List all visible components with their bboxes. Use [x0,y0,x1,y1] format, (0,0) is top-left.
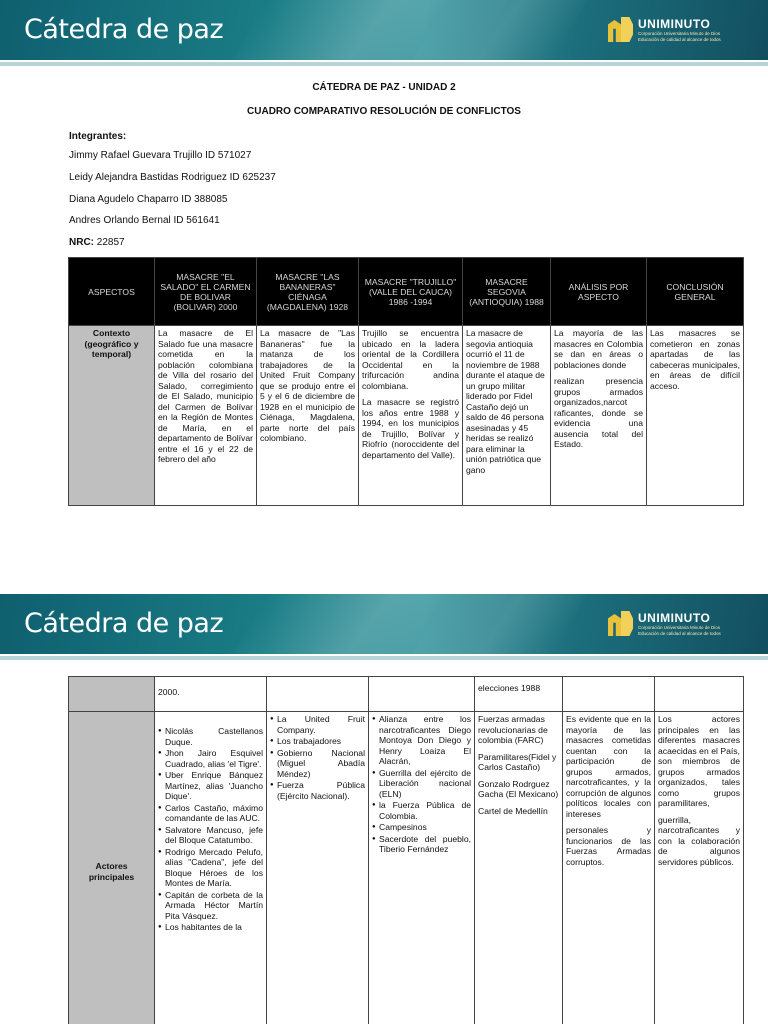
nrc-label: NRC: [69,237,94,248]
document-header [0,82,768,117]
paragraph: Fuerzas armadas revolucionarias de colombia (FARC) [478,714,548,745]
nrc-value: 22857 [96,237,125,248]
cell-actores-segovia [475,712,563,1024]
header-analisis: ANÁLISIS POR ASPECTO [551,258,647,326]
logo-tagline-1: Corporación Universitaria Minuto de Dios [638,625,721,630]
cell-continued-segovia: elecciones 1988 [475,677,563,712]
banner-divider [0,656,768,660]
cell-contexto-analisis [551,326,647,506]
paragraph: La mayoría de las masacres en Colombia se dan en áreas o poblaciones donde [554,328,643,370]
paragraph: Paramilitares(Fidel y Carlos Castaño) [478,751,557,772]
paragraph: Es evidente que en la mayoría de las masacres cometidas cuentan con la participación de grupos armados, narcotraficantes, y la corrupción de algunos políticos locales con intereses [566,714,651,819]
banner-title: Cátedra de paz [24,608,224,639]
header-el-salado: MASACRE "EL SALADO" EL CARMEN DE BOLIVAR (BOLIVAR) 2000 [155,258,257,326]
logo-tagline-2: Educación de calidad al alcance de todos [638,631,721,636]
list-item: ● Salvatore Mancuso, jefe del Bloque Catatumbo. [158,825,263,846]
page2-banner [0,594,768,654]
row-label-actores: Actores principales [69,712,155,1024]
cell-contexto-segovia: La masacre de segovia antioquia ocurrió el 11 de noviembre de 1988 durante el ataque de un grupo militar liderado por Fidel Castaño dejó un saldo de 46 persona asesinadas y 45 heridas se realizó para eliminar la unión patriótica que gano [463,326,551,506]
header-segovia: MASACRE SEGOVIA (ANTIOQUIA) 1988 [463,258,551,326]
list-item: ● Alianza entre los narcotraficantes Diego Montoya Don Diego y Henry Loaiza El Alacrán, [372,714,471,767]
row-label-contexto: Contexto (geográfico y temporal) [69,326,155,506]
members-label: Integrantes: [69,131,127,142]
header-trujillo: MASACRE "TRUJILLO" (VALLE DEL CAUCA) 1986 -1994 [359,258,463,326]
cell-continued-conclusion [655,677,744,712]
cell-continued-bananeras [267,677,369,712]
list-item: ● Capitán de corbeta de la Armada Héctor Martín Pita Vásquez. [158,890,263,922]
paragraph: realizan presencia grupos armados organizados,narcot raficantes, donde se evidencia una ausencia total del Estado. [554,376,643,449]
list-item: ● Los habitantes de la [158,922,263,933]
cell-continued-el-salado: 2000. [155,677,267,712]
cell-actores-conclusion [655,712,744,1024]
cell-contexto-trujillo [359,326,463,506]
logo-name: UNIMINUTO [638,17,711,31]
comparison-table-page1 [68,257,744,506]
comparison-table-page2 [68,676,744,1024]
paragraph: Los actores principales en las diferentes masacres acaecidas en el País, son miembros de grupos armados organizados, tales como grupos paramilitares, [658,714,740,808]
logo-name: UNIMINUTO [638,611,711,625]
list-item: ● Fuerza Pública (Ejército Nacional). [270,780,365,801]
logo-tagline-2: Educación de calidad al alcance de todos [638,37,721,42]
list-item: ● Jhon Jairo Esquivel Cuadrado, alias 'el Tigre'. [158,748,263,769]
paragraph: Gonzalo Rodrguez Gacha (El Mexicano) [478,778,559,799]
list-item: ● Guerrilla del ejército de Liberación nacional (ELN) [372,768,471,800]
document-title: CÁTEDRA DE PAZ - UNIDAD 2 [312,82,456,93]
nrc-line [69,237,125,248]
member-name: Diana Agudelo Chaparro ID 388085 [69,194,228,205]
list-item: ● Campesinos [372,822,471,833]
member-name: Andres Orlando Bernal ID 561641 [69,215,220,226]
paragraph: Trujillo se encuentra ubicado en la ladera oriental de la Cordillera Occidental en la trifurcación andina colombiana. [362,328,459,391]
list-item: ● Rodrigo Mercado Pelufo, alias "Cadena", jefe del Bloque Héroes de los Montes de María. [158,847,263,889]
uniminuto-logo [608,606,730,642]
cell-contexto-el-salado: La masacre de El Salado fue una masacre cometida en la población colombiana de Villa del rosario del Salado, corregimiento de El Salado, municipio del Carmen de Bolívar en la Región de Montes de María, en el departamento de Bolívar entre el 16 y el 22 de febrero del año [155,326,257,506]
list-item: ● Carlos Castaño, máximo comandante de las AUC. [158,803,263,824]
uniminuto-logo-icon [608,608,634,640]
header-aspectos: ASPECTOS [69,258,155,326]
row-label-continued [69,677,155,712]
uniminuto-logo-icon [608,14,634,46]
paragraph: La masacre se registró los años entre 1988 y 1994, en los municipios de Trujillo, Bolívar y Riofrío (noroccidente del departamento del Valle). [362,397,459,460]
member-name: Jimmy Rafael Guevara Trujillo ID 571027 [69,150,252,161]
paragraph: guerrilla, narcotraficantes y con la colaboración de algunos servidores públicos. [658,814,740,867]
cell-actores-el-salado [155,712,267,1024]
list-item: ● La United Fruit Company. [270,714,365,735]
banner-title: Cátedra de paz [24,14,224,45]
cell-actores-trujillo [369,712,475,1024]
uniminuto-logo [608,12,730,48]
cell-continued-analisis [563,677,655,712]
paragraph: Cartel de Medellín [478,805,548,816]
cell-contexto-bananeras: La masacre de "Las Bananeras" fue la matanza de los trabajadores de la United Fruit Company que se produjo entre el 5 y el 6 de diciembre de 1928 en el municipio de Ciénaga, Magdalena, parte norte del país colombiano. [257,326,359,506]
list-item: ● la Fuerza Pública de Colombia. [372,800,471,821]
logo-tagline-1: Corporación Universitaria Minuto de Dios [638,31,721,36]
cell-actores-bananeras [267,712,369,1024]
cell-contexto-conclusion: Las masacres se cometieron en zonas apartadas de las cabeceras municipales, en áreas de difícil acceso. [647,326,744,506]
cell-actores-analisis [563,712,655,1024]
list-item: ● Los trabajadores [270,736,365,747]
member-name: Leidy Alejandra Bastidas Rodriguez ID 625237 [69,172,276,183]
paragraph: personales y funcionarios de las Fuerzas Armadas corruptos. [566,825,651,867]
list-item: ● Nicolás Castellanos Duque. [158,726,263,747]
page1-banner [0,0,768,60]
list-item: ● Sacerdote del pueblo, Tiberio Fernández [372,834,471,855]
header-bananeras: MASACRE "LAS BANANERAS" CIÉNAGA (MAGDALENA) 1928 [257,258,359,326]
cell-continued-trujillo [369,677,475,712]
banner-divider [0,62,768,66]
list-item: ● Uber Enrique Bánquez Martínez, alias 'Juancho Dique'. [158,770,263,802]
document-subtitle: CUADRO COMPARATIVO RESOLUCIÓN DE CONFLICTOS [247,106,521,117]
list-item: ● Gobierno Nacional (Miguel Abadía Méndez) [270,748,365,780]
header-conclusion: CONCLUSIÓN GENERAL [647,258,744,326]
